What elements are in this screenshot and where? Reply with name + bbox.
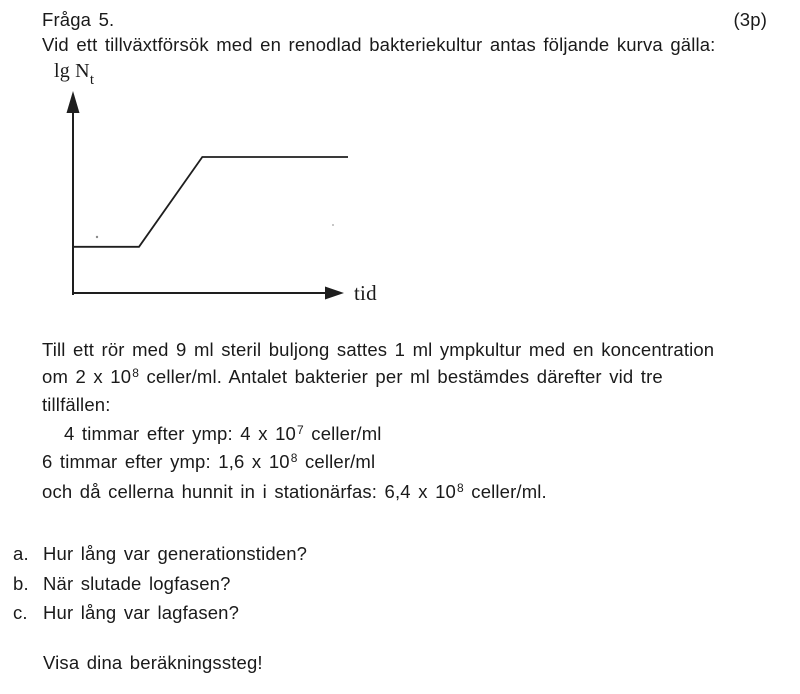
- question-intro: Vid ett tillväxtförsök med en renodlad bakteriekultur antas följande kurva gälla:: [42, 34, 716, 55]
- x-axis-arrowhead-icon: [325, 287, 344, 300]
- question-points-badge: (3p): [733, 9, 767, 30]
- y-axis-label: $\lg N_t$: [54, 60, 95, 88]
- question-item-c: [13, 602, 239, 624]
- footer-instruction: Visa dina beräkningssteg!: [43, 652, 263, 673]
- question-label-a: a.: [13, 543, 29, 564]
- scan-speck: [332, 224, 334, 226]
- growth-curve-graph: [40, 60, 460, 310]
- question-label-c: c.: [13, 602, 28, 623]
- question-text-a: Hur lång var generationstiden?: [43, 543, 308, 564]
- paragraph-line: tillfällen:: [42, 394, 111, 415]
- question-title: Fråga 5.: [42, 9, 115, 30]
- measurement-line-4h: 4 timmar efter ymp: 4 x $10^7$ celler/ml: [64, 423, 382, 444]
- question-item-a: [13, 543, 307, 565]
- paragraph-line: Till ett rör med 9 ml steril buljong sattes 1 ml ympkultur med en koncentration: [42, 339, 715, 360]
- measurement-line-6h: 6 timmar efter ymp: 1,6 x $10^8$ celler/ml: [42, 451, 376, 472]
- measurement-line-stationary: och då cellerna hunnit in i stationärfas: 6,4 x $10^8$ celler/ml.: [42, 481, 547, 502]
- growth-curve-line: [73, 157, 348, 247]
- question-text-b: När slutade logfasen?: [43, 573, 231, 594]
- x-axis-label: tid: [354, 281, 377, 305]
- paragraph-line: om 2 x $10^8$ celler/ml. Antalet bakterier per ml bestämdes därefter vid tre: [42, 366, 663, 387]
- question-text-c: Hur lång var lagfasen?: [43, 602, 240, 623]
- question-label-b: b.: [13, 573, 29, 594]
- y-axis-arrowhead-icon: [67, 91, 80, 113]
- question-item-b: [13, 573, 231, 595]
- scan-speck: [96, 236, 98, 238]
